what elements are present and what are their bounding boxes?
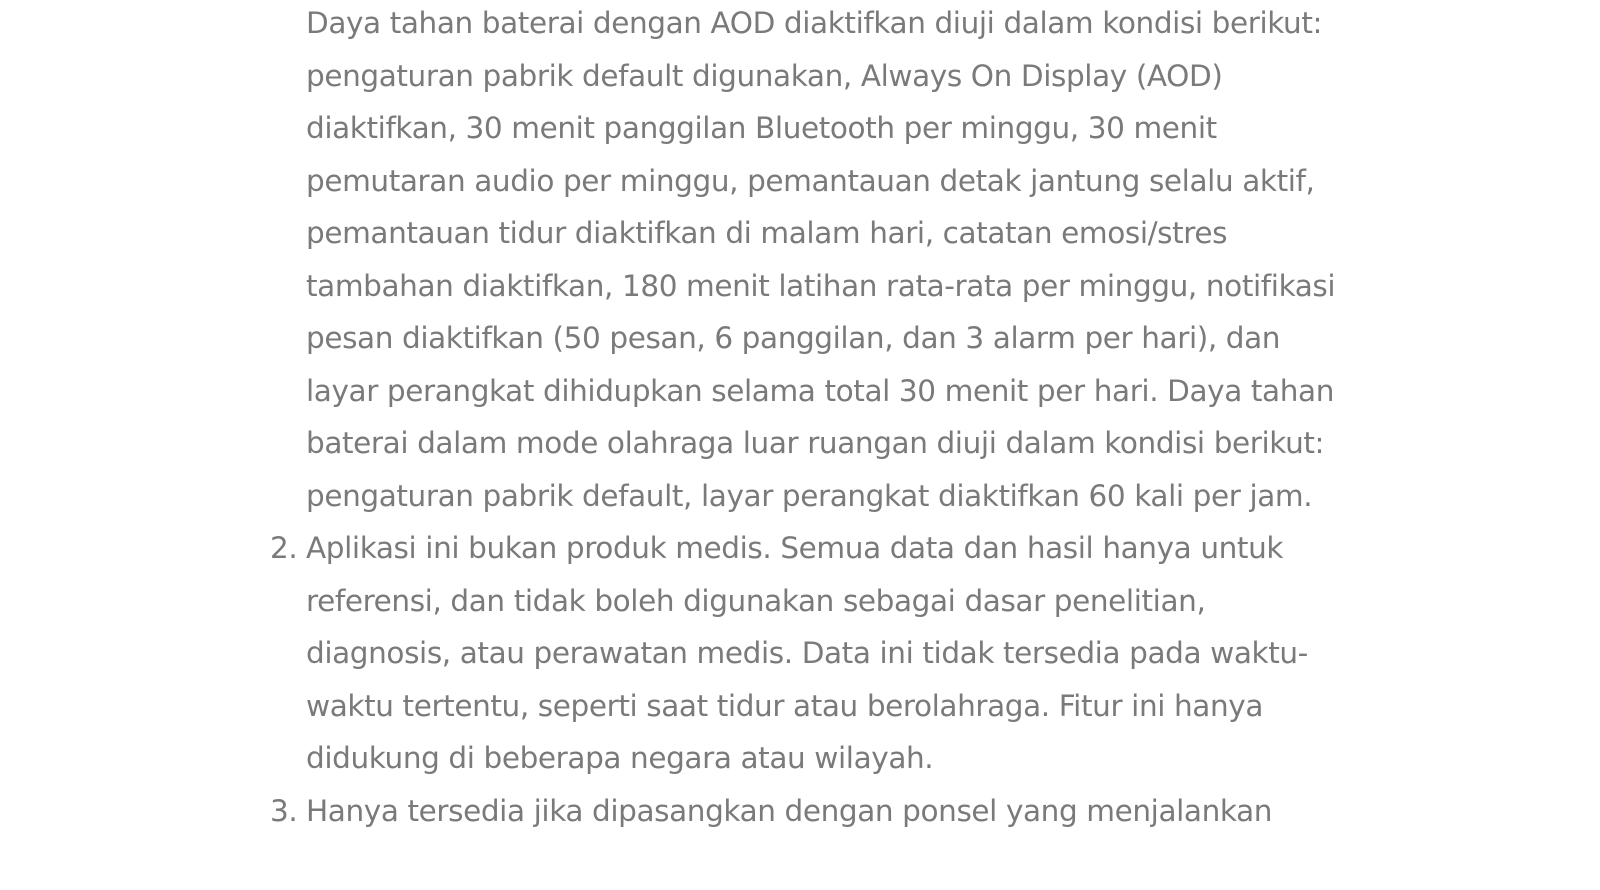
footnote-text: Aplikasi ini bukan produk medis. Semua data dan hasil hanya untuk referensi, dan tidak boleh digunakan sebagai dasar penelitian, diagnosis, atau perawatan medis. Data ini tidak tersedia pada waktu-waktu tertentu, seperti saat tidur atau berolahraga. Fitur ini hanya didukung di beberapa negara atau wilayah. — [306, 531, 1308, 775]
footnote-item-1 — [0, 0, 1346, 522]
footnote-number: 2. — [270, 531, 298, 565]
footnote-item-3 — [0, 785, 1346, 838]
footnote-item-2 — [0, 522, 1346, 785]
footnote-number: 3. — [270, 793, 298, 828]
footnote-text: Hanya tersedia jika dipasangkan dengan ponsel yang menjalankan — [306, 793, 1273, 828]
footnote-text: Daya tahan baterai dengan AOD diaktifkan diuji dalam kondisi berikut: pengaturan pabrik default digunakan, Always On Display (AOD) diaktifkan, 30 menit panggilan Bluetooth per minggu, 30 menit pemutaran audio per minggu, pemantauan detak jantung selalu aktif, pemantauan tidur diaktifkan di malam hari, catatan emosi/stres tambahan diaktifkan, 180 menit latihan rata-rata per minggu, notifikasi pesan diaktifkan (50 pesan, 6 panggilan, dan 3 alarm per hari), dan layar perangkat dihidupkan selama total 30 menit per hari. Daya tahan baterai dalam mode olahraga luar ruangan diuji dalam kondisi berikut: pengaturan pabrik default, layar perangkat diaktifkan 60 kali per jam. — [306, 6, 1336, 513]
